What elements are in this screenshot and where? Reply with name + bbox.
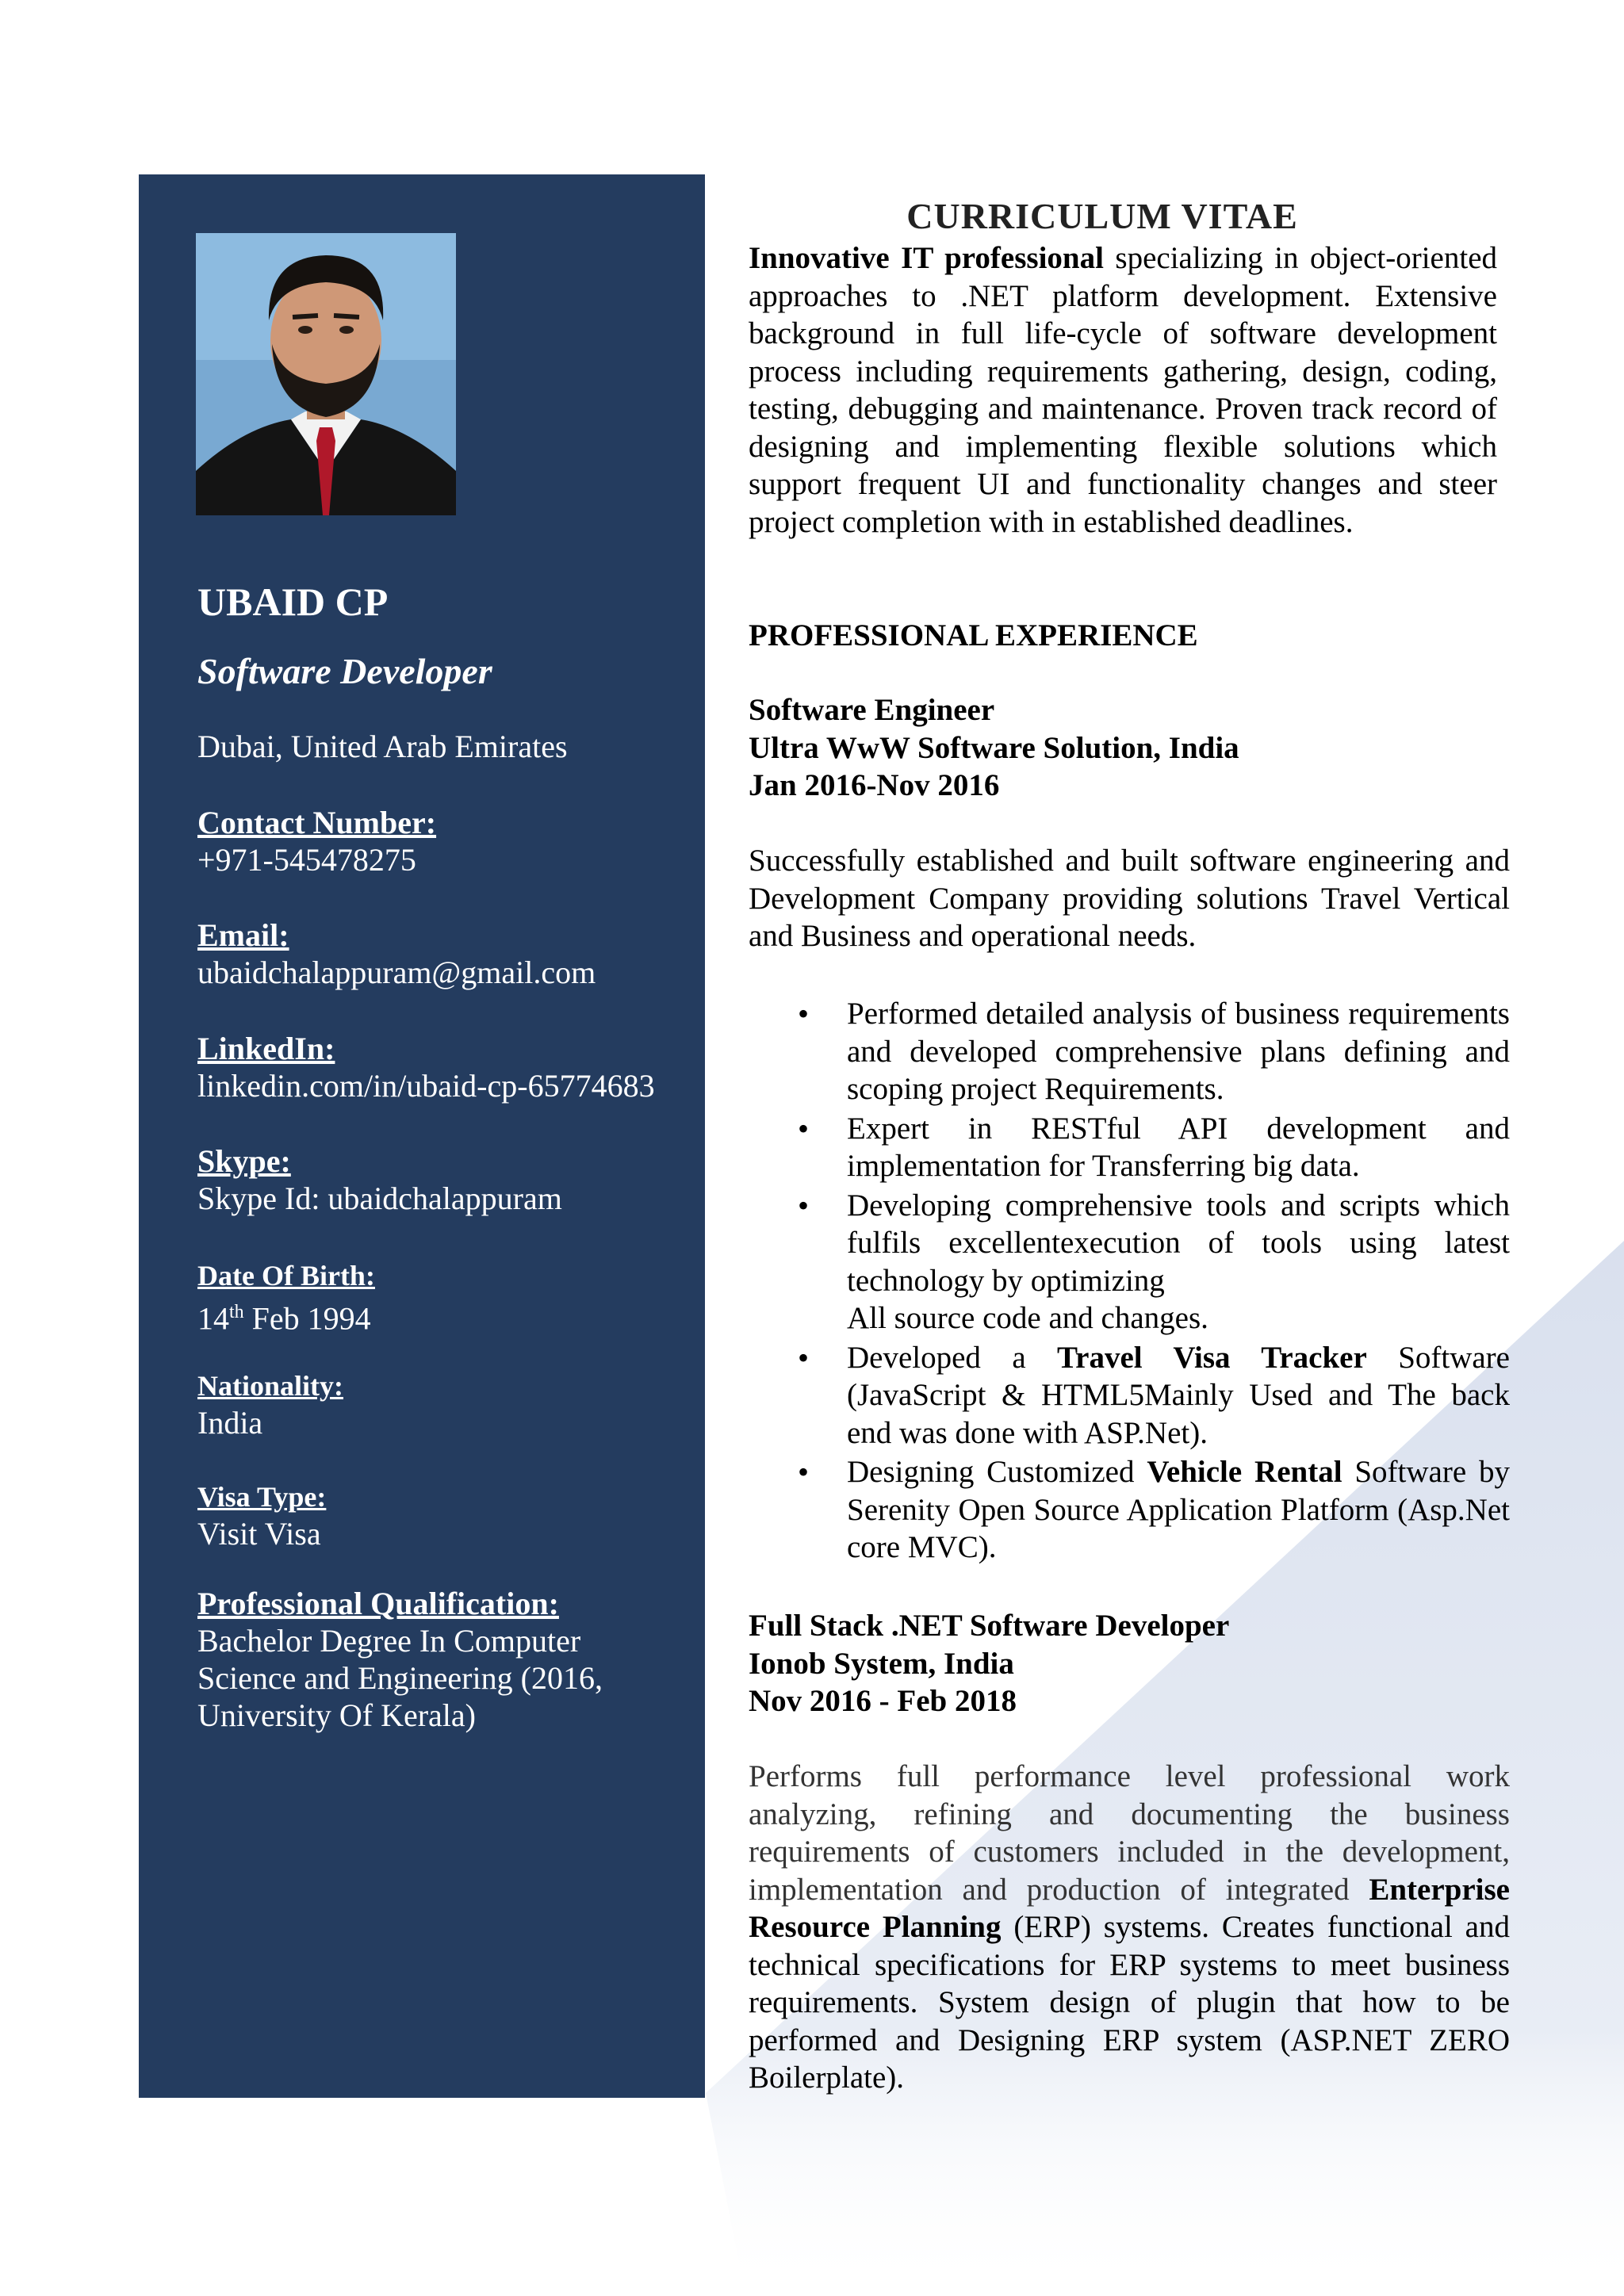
visa-label: Visa Type: [197,1481,327,1513]
contact-label: Contact Number: [197,805,437,840]
list-item [749,995,1510,1108]
job-title: Software Engineer [749,693,995,727]
qualification-value: Bachelor Degree In Computer Science and Engineering (2016, University Of Kerala) [197,1623,603,1733]
skype-section [197,1143,689,1217]
list-item [749,1110,1510,1185]
email-section [197,917,689,991]
dob-suffix: th [229,1302,244,1322]
skype-value: Skype Id: ubaidchalappuram [197,1181,562,1216]
candidate-name: UBAID CP [197,580,389,624]
bullet-bold: Vehicle Rental [1147,1455,1342,1489]
candidate-role: Software Developer [197,651,492,691]
qualification-label: Professional Qualification: [197,1586,559,1621]
profile-photo [196,233,456,515]
bullet-text: Designing Customized [847,1455,1147,1489]
bullet-bold: Travel Visa Tracker [1057,1340,1367,1375]
job-dates: Jan 2016-Nov 2016 [749,768,1000,802]
job-2-description-pre: Performs full performance level professional work analyzing, refining and documenting the business requirements of customers included in the development, implementation and production of integrated [749,1759,1510,1907]
visa-section [197,1479,689,1552]
list-item [749,1187,1510,1337]
job-2-header [749,1607,1510,1720]
dob-day: 14 [197,1300,229,1337]
summary-paragraph [749,239,1497,541]
candidate-location: Dubai, United Arab Emirates [197,729,568,764]
job-company: Ionob System, India [749,1646,1014,1681]
linkedin-section [197,1031,689,1104]
job-dates: Nov 2016 - Feb 2018 [749,1684,1017,1718]
bullet-text-extra: All source code and changes. [847,1301,1208,1335]
job-company: Ultra WwW Software Solution, India [749,730,1239,765]
bullet-text: Developing comprehensive tools and scripts which fulfils excellentexecution of tools using latest technology by optimizing [847,1188,1510,1298]
contact-section [197,805,689,878]
job-2-description-post: (ERP) systems. Creates functional and technical specifications for ERP systems to meet business requirements. System design of plugin that how to be performed and Designing ERP system (ASP.NET ZERO Boilerplate). [749,1910,1510,2095]
list-item [749,1339,1510,1452]
qualification-section [197,1586,642,1734]
skype-label: Skype: [197,1143,291,1179]
bullet-text: Performed detailed analysis of business requirements and developed comprehensive plans defining and scoping project Requirements. [847,997,1510,1106]
bullet-text: Expert in RESTful API development and implementation for Transferring big data. [847,1111,1510,1183]
nationality-label: Nationality: [197,1370,343,1402]
linkedin-value: linkedin.com/in/ubaid-cp-65774683 [197,1068,655,1104]
bullet-text-post: Software by Serenity Open Source Application Platform (Asp.Net core MVC). [847,1455,1510,1564]
job-2-description-bold: Enterprise Resource Planning [749,1872,1510,1944]
summary-lead: Innovative IT professional [749,241,1104,275]
nationality-section [197,1368,689,1441]
document-title: CURRICULUM VITAE [906,196,1298,236]
job-2-description [749,1758,1510,2097]
bullet-text-post: Software (JavaScript & HTML5Mainly Used and The back end was done with ASP.Net). [847,1340,1510,1450]
dob-section [197,1257,689,1337]
bullet-text: Developed a [847,1340,1058,1375]
experience-heading: PROFESSIONAL EXPERIENCE [749,618,1198,652]
dob-label: Date Of Birth: [197,1260,375,1292]
visa-value: Visit Visa [197,1516,321,1552]
email-label: Email: [197,917,289,953]
dob-rest: Feb 1994 [243,1300,371,1337]
nationality-value: India [197,1405,263,1441]
job-1-header [749,691,1510,805]
job-1-bullets [749,995,1510,1568]
job-title: Full Stack .NET Software Developer [749,1609,1230,1643]
dob-value [197,1294,689,1337]
sidebar [139,174,705,2098]
job-1-description: Successfully established and built software engineering and Development Company providing solutions Travel Vertical and Business and operational needs. [749,844,1510,953]
linkedin-label: LinkedIn: [197,1031,335,1066]
contact-value: +971-545478275 [197,842,416,878]
email-value: ubaidchalappuram@gmail.com [197,955,596,990]
list-item [749,1453,1510,1567]
summary-rest: specializing in object-oriented approaches to .NET platform development. Extensive background in full life-cycle of software development process including requirements gathering, design, coding, testing, debugging and maintenance. Proven track record of designing and implementing flexible solutions which support frequent UI and functionality changes and steer project completion with in established deadlines. [749,241,1498,539]
